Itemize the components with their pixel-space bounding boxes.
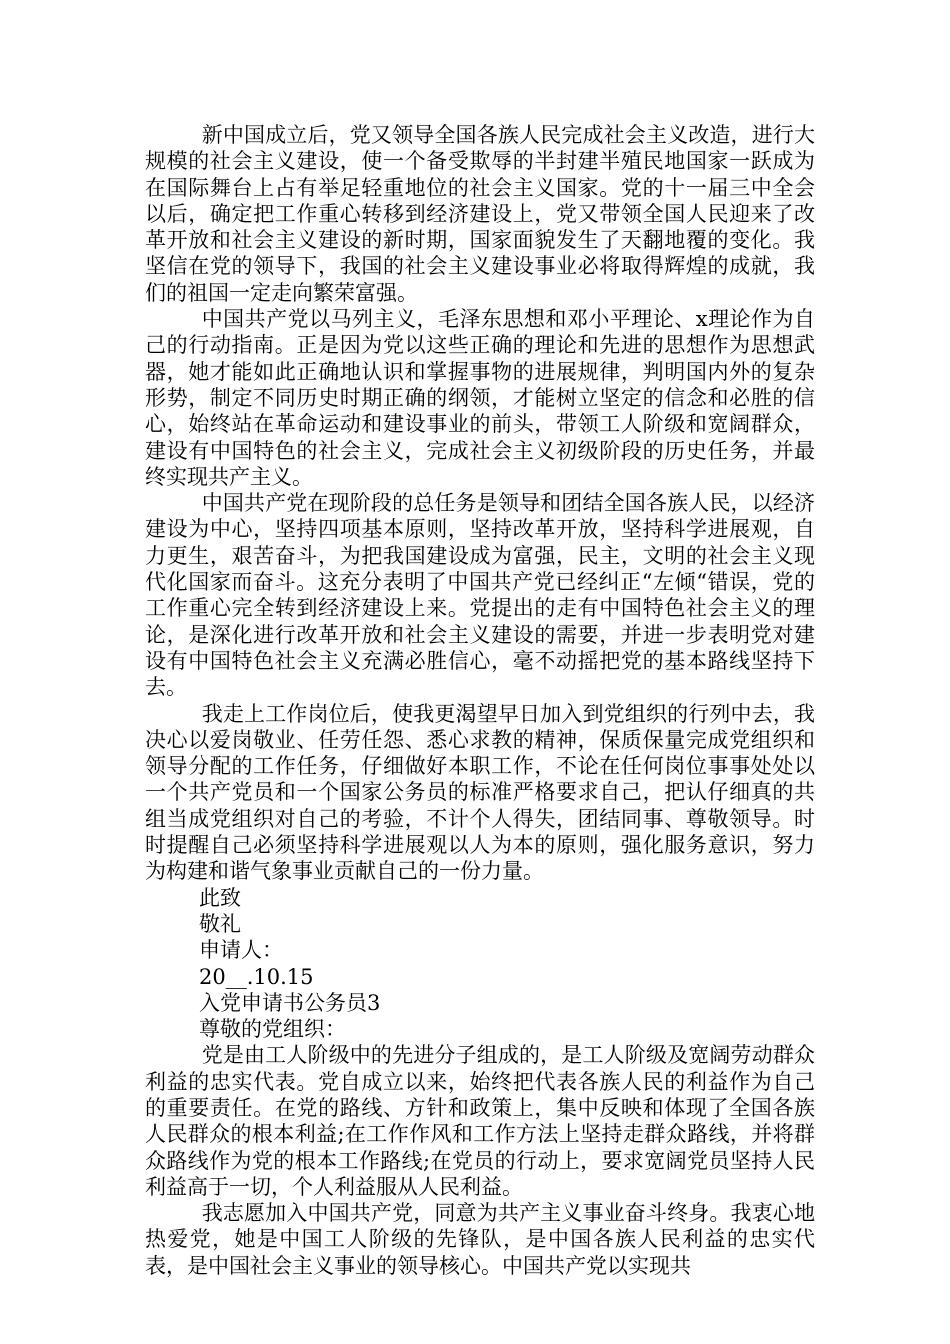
closing-salutation: 此致 xyxy=(199,885,241,910)
application-date: 20__.10.15 xyxy=(199,964,314,989)
section-title: 入党申请书公务员3 xyxy=(199,990,381,1015)
greeting: 尊敬的党组织： xyxy=(199,1017,346,1042)
paragraph-general-task: 中国共产党在现阶段的总任务是领导和团结全国各族人民，以经济建设为中心，坚持四项基本原则，坚持改革开放，坚持科学进展观，自力更生，艰苦奋斗，为把我国建设成为富强，民主，文明的社会主义现代化国家而奋斗。这充分表明了中国共产党已经纠正“左倾“错误，党的工作重心完全转到经济建设上来。党提出的走有中国特色社会主义的理论，是深化进行改革开放和社会主义建设的需要，并进一步表明党对建设有中国特色社会主义充满必胜信心，毫不动摇把党的基本路线坚持下去。 xyxy=(145,491,815,700)
paragraph-new-china: 新中国成立后，党又领导全国各族人民完成社会主义改造，进行大规模的社会主义建设，使一个备受欺辱的半封建半殖民地国家一跃成为在国际舞台上占有举足轻重地位的社会主义国家。党的十一届三中全会以后，确定把工作重心转移到经济建设上，党又带领全国人民迎来了改革开放和社会主义建设的新时期，国家面貌发生了天翻地覆的变化。我坚信在党的领导下，我国的社会主义建设事业必将取得辉煌的成就，我们的祖国一定走向繁荣富强。 xyxy=(145,123,815,305)
closing-regards: 敬礼 xyxy=(199,911,241,936)
paragraph-work-resolve: 我走上工作岗位后，使我更渴望早日加入到党组织的行列中去，我决心以爱岗敬业、任劳任怨、悉心求教的精神，保质保量完成党组织和领导分配的工作任务，仔细做好本职工作，不论在任何岗位事事处处以一个共产党员和一个国家公务员的标准严格要求自己，把认仔细真的共组当成党组织对自己的考验，不计个人得失，团结同事、尊敬领导。时时提醒自己必须坚持科学进展观以人为本的原则，强化服务意识，努力为构建和谐气象事业贡献自己的一份力量。 xyxy=(145,701,815,884)
applicant-label: 申请人： xyxy=(199,938,283,963)
paragraph-volunteer: 我志愿加入中国共产党，同意为共产主义事业奋斗终身。我衷心地热爱党，她是中国工人阶级的先锋队，是中国各族人民利益的忠实代表，是中国社会主义事业的领导核心。中国共产党以实现共 xyxy=(145,1201,815,1278)
paragraph-guiding-theory: 中国共产党以马列主义，毛泽东思想和邓小平理论、x理论作为自己的行动指南。正是因为党以这些正确的理论和先进的思想作为思想武器，她才能如此正确地认识和掌握事物的进展规律，判明国内外的复杂形势，制定不同历史时期正确的纲领，才能树立坚定的信念和必胜的信心，始终站在革命运动和建设事业的前头，带领工人阶级和宽阔群众，建设有中国特色的社会主义，完成社会主义初级阶段的历史任务，并最终实现共产主义。 xyxy=(145,307,815,489)
document-page xyxy=(145,122,815,1279)
paragraph-party-nature: 党是由工人阶级中的先进分子组成的，是工人阶级及宽阔劳动群众利益的忠实代表。党自成立以来，始终把代表各族人民的利益作为自己的重要责任。在党的路线、方针和政策上，集中反映和体现了全国各族人民群众的根本利益;在工作作风和工作方法上坚持走群众路线，并将群众路线作为党的根本工作路线;在党员的行动上，要求宽阔党员坚持人民利益高于一切，个人利益服从人民利益。 xyxy=(145,1043,815,1199)
